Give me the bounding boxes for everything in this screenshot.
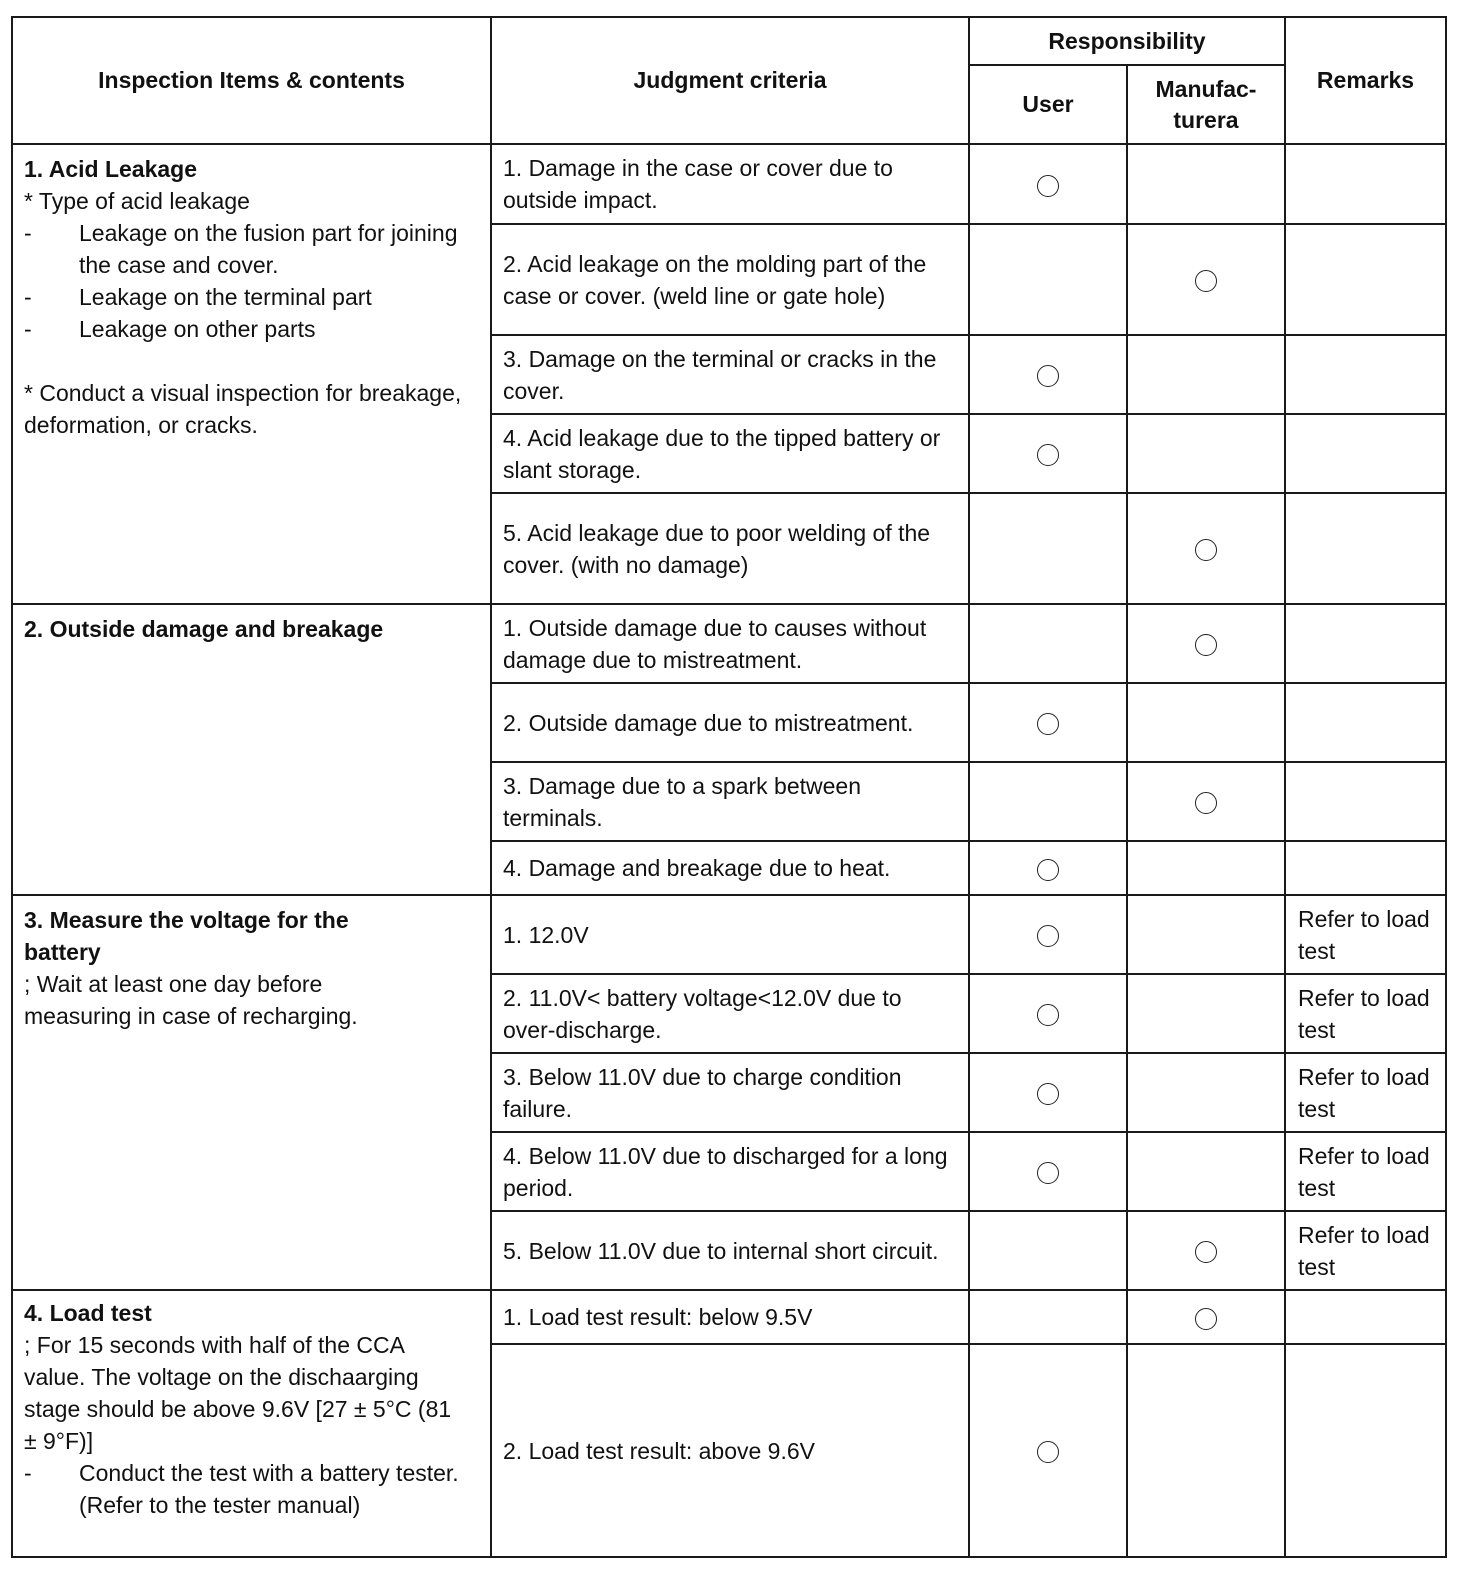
circle-mark-icon — [1037, 1162, 1059, 1184]
user-mark — [969, 224, 1127, 335]
criteria-cell: 2. Acid leakage on the molding part of the case or cover. (weld line or gate hole) — [491, 224, 969, 335]
section-title: 4. Load test — [24, 1300, 152, 1326]
criteria-cell: 4. Below 11.0V due to discharged for a long period. — [491, 1132, 969, 1211]
manufacturer-mark — [1127, 335, 1285, 414]
circle-mark-icon — [1195, 270, 1217, 292]
remarks-cell — [1285, 335, 1446, 414]
header-manufacturer — [1127, 65, 1285, 144]
section-line: ; For 15 seconds with half of the CCA value. The voltage on the dischaarging stage should be above 9.6V [27 ± 5°C (81 ± 9°F)] — [24, 1332, 452, 1454]
circle-mark-icon — [1195, 1241, 1217, 1263]
manufacturer-mark — [1127, 841, 1285, 895]
section-line: ; Wait at least one day before measuring in case of recharging. — [24, 971, 358, 1029]
criteria-cell: 1. Outside damage due to causes without damage due to mistreatment. — [491, 604, 969, 683]
header-user: User — [969, 65, 1127, 144]
user-mark — [969, 683, 1127, 762]
dash-item: - Leakage on the terminal part — [24, 284, 372, 310]
manufacturer-mark — [1127, 1053, 1285, 1132]
user-mark — [969, 335, 1127, 414]
header-inspection: Inspection Items & contents — [12, 17, 491, 144]
dash-item: - Leakage on the fusion part for joining the case and cover. — [24, 220, 458, 278]
manufacturer-mark — [1127, 1344, 1285, 1557]
table-row — [12, 144, 1446, 224]
section-load-test — [12, 1290, 491, 1557]
remarks-cell — [1285, 224, 1446, 335]
criteria-cell: 1. Damage in the case or cover due to outside impact. — [491, 144, 969, 224]
remarks-cell — [1285, 604, 1446, 683]
criteria-cell: 2. Load test result: above 9.6V — [491, 1344, 969, 1557]
header-remarks: Remarks — [1285, 17, 1446, 144]
user-mark — [969, 1132, 1127, 1211]
table-row — [12, 604, 1446, 683]
criteria-cell: 4. Damage and breakage due to heat. — [491, 841, 969, 895]
section-outside-damage — [12, 604, 491, 895]
inspection-table — [11, 16, 1447, 1558]
remarks-cell: Refer to load test — [1285, 974, 1446, 1053]
remarks-cell — [1285, 762, 1446, 841]
user-mark — [969, 895, 1127, 974]
circle-mark-icon — [1037, 1441, 1059, 1463]
remarks-cell — [1285, 493, 1446, 604]
user-mark — [969, 144, 1127, 224]
user-mark — [969, 1344, 1127, 1557]
dash-item: - Conduct the test with a battery tester. (Refer to the tester manual) — [24, 1460, 459, 1518]
circle-mark-icon — [1195, 539, 1217, 561]
circle-mark-icon — [1037, 444, 1059, 466]
remarks-cell: Refer to load test — [1285, 1053, 1446, 1132]
user-mark — [969, 974, 1127, 1053]
criteria-cell: 4. Acid leakage due to the tipped battery or slant storage. — [491, 414, 969, 493]
remarks-cell: Refer to load test — [1285, 895, 1446, 974]
section-voltage — [12, 895, 491, 1290]
remarks-cell — [1285, 144, 1446, 224]
criteria-cell: 1. 12.0V — [491, 895, 969, 974]
manufacturer-mark — [1127, 683, 1285, 762]
user-mark — [969, 1211, 1127, 1290]
table-row — [12, 895, 1446, 974]
remarks-cell — [1285, 414, 1446, 493]
criteria-cell: 3. Damage on the terminal or cracks in the cover. — [491, 335, 969, 414]
section-acid-leakage — [12, 144, 491, 604]
remarks-cell — [1285, 1344, 1446, 1557]
criteria-cell: 3. Damage due to a spark between terminals. — [491, 762, 969, 841]
user-mark — [969, 414, 1127, 493]
circle-mark-icon — [1195, 634, 1217, 656]
header-manufacturer-label: Manufac-turera — [1155, 75, 1257, 133]
manufacturer-mark — [1127, 974, 1285, 1053]
remarks-cell: Refer to load test — [1285, 1132, 1446, 1211]
user-mark — [969, 1290, 1127, 1344]
manufacturer-mark — [1127, 762, 1285, 841]
manufacturer-mark — [1127, 1132, 1285, 1211]
user-mark — [969, 493, 1127, 604]
manufacturer-mark — [1127, 414, 1285, 493]
manufacturer-mark — [1127, 604, 1285, 683]
manufacturer-mark — [1127, 895, 1285, 974]
manufacturer-mark — [1127, 1211, 1285, 1290]
user-mark — [969, 604, 1127, 683]
criteria-cell: 2. Outside damage due to mistreatment. — [491, 683, 969, 762]
manufacturer-mark — [1127, 144, 1285, 224]
criteria-cell: 2. 11.0V< battery voltage<12.0V due to over-discharge. — [491, 974, 969, 1053]
circle-mark-icon — [1037, 175, 1059, 197]
circle-mark-icon — [1037, 713, 1059, 735]
section-title: 1. Acid Leakage — [24, 156, 198, 182]
user-mark — [969, 841, 1127, 895]
section-title: 3. Measure the voltage for the battery — [24, 907, 349, 965]
user-mark — [969, 762, 1127, 841]
circle-mark-icon — [1195, 1308, 1217, 1330]
circle-mark-icon — [1037, 925, 1059, 947]
remarks-cell — [1285, 683, 1446, 762]
remarks-cell — [1285, 1290, 1446, 1344]
dash-item: - Leakage on other parts — [24, 316, 316, 342]
criteria-cell: 1. Load test result: below 9.5V — [491, 1290, 969, 1344]
manufacturer-mark — [1127, 224, 1285, 335]
section-line: * Type of acid leakage — [24, 188, 250, 214]
circle-mark-icon — [1037, 365, 1059, 387]
user-mark — [969, 1053, 1127, 1132]
manufacturer-mark — [1127, 493, 1285, 604]
circle-mark-icon — [1037, 1083, 1059, 1105]
header-criteria: Judgment criteria — [491, 17, 969, 144]
circle-mark-icon — [1037, 1004, 1059, 1026]
circle-mark-icon — [1195, 792, 1217, 814]
remarks-cell: Refer to load test — [1285, 1211, 1446, 1290]
section-title: 2. Outside damage and breakage — [24, 616, 384, 642]
criteria-cell: 5. Below 11.0V due to internal short circuit. — [491, 1211, 969, 1290]
criteria-cell: 5. Acid leakage due to poor welding of the cover. (with no damage) — [491, 493, 969, 604]
circle-mark-icon — [1037, 859, 1059, 881]
header-responsibility: Responsibility — [969, 17, 1285, 65]
criteria-cell: 3. Below 11.0V due to charge condition failure. — [491, 1053, 969, 1132]
section-note: * Conduct a visual inspection for breakage, deformation, or cracks. — [24, 380, 462, 438]
remarks-cell — [1285, 841, 1446, 895]
table-row — [12, 1290, 1446, 1344]
manufacturer-mark — [1127, 1290, 1285, 1344]
